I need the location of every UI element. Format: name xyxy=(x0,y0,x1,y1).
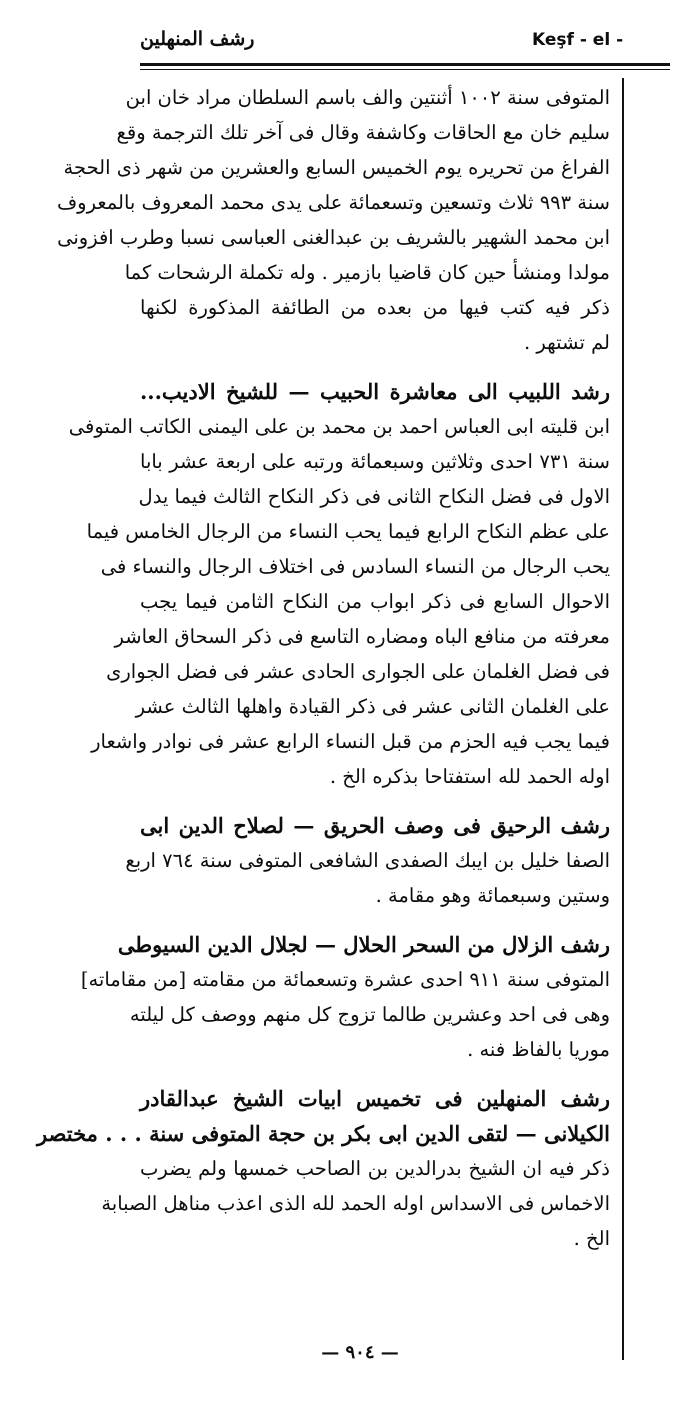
text-line: الاول فى فضل النكاح الثانى فى ذكر النكاح الثالث فيما يدل xyxy=(138,485,610,508)
text-line: فيما يجب فيه الحزم من قبل النساء الرابع عشر فى نوادر واشعار xyxy=(91,730,610,753)
header-rule-thick xyxy=(140,63,670,66)
text-line: ذكر فيه ان الشيخ بدرالدين بن الصاحب خمسها ولم يضرب xyxy=(140,1157,610,1180)
latin-keyword: Keşf - el - xyxy=(532,30,624,50)
entry-title-continued: الكيلانى — لتقى الدين ابى بكر بن حجة المتوفى سنة . . . مختصر xyxy=(36,1121,610,1146)
text-line: ابن قليته ابى العباس احمد بن محمد بن على اليمنى الكاتب المتوفى xyxy=(68,415,610,438)
text-line: المتوفى سنة ٩١١ احدى عشرة وتسعمائة من مقامته [من مقاماته] xyxy=(80,968,610,991)
text-line: المتوفى سنة ١٠٠٢ أثنتين والف باسم السلطان مراد خان ابن xyxy=(125,86,610,109)
text-line: الاخماس فى الاسداس اوله الحمد لله الذى اعذب مناهل الصبابة xyxy=(101,1192,610,1215)
entry-rashf-al-manhalayn xyxy=(36,1081,610,1256)
text-line: سنة ٧٣١ احدى وثلاثين وسبعمائة ورتبه على اربعة عشر بابا xyxy=(140,450,610,473)
text-line: ابن محمد الشهير بالشريف بن عبدالغنى العباسى نسبا وطرب افزونى xyxy=(57,226,610,249)
entry-rashf-al-rahiq xyxy=(125,808,610,913)
entry-rashf-al-zulal xyxy=(80,927,610,1067)
text-line: وهى فى احد وعشرين طالما تزوج كل منهم ووصف كل ليلته xyxy=(129,1003,610,1026)
entry-continuation xyxy=(56,80,610,360)
header-rule-thin xyxy=(140,69,670,70)
text-line: فى فضل الغلمان على الجوارى الحادى عشر فى فضل الجوارى xyxy=(106,660,610,683)
text-line: الفراغ من تحريره يوم الخميس السابع والعشرين من شهر ذى الحجة xyxy=(63,156,610,179)
page-number: — ٩٠٤ — xyxy=(321,1342,399,1363)
text-line: الصفا خليل بن ايبك الصفدى الشافعى المتوفى سنة ٧٦٤ اربع xyxy=(125,849,610,872)
entry-title: رشف المنهلين فى تخميس ابيات الشيخ عبدالقادر xyxy=(140,1086,610,1111)
text-line: الاحوال السابع فى ذكر ابواب من النكاح الثامن فيما يجب xyxy=(140,590,610,613)
text-line: ذكر فيه كتب فيها من بعده من الطائفة المذكورة لكنها xyxy=(140,296,610,319)
text-line: اوله الحمد لله استفتاحا بذكره الخ . xyxy=(329,765,610,788)
text-line: معرفته من منافع الباه ومضاره التاسع فى ذكر السحاق العاشر xyxy=(114,625,610,648)
entry-rushd-al-labib xyxy=(68,374,610,794)
text-line: على الغلمان الثانى عشر فى ذكر القيادة واهلها الثالث عشر xyxy=(135,695,610,718)
main-text xyxy=(36,80,610,1256)
entry-title: رشد اللبيب الى معاشرة الحبيب — للشيخ الاديب... xyxy=(140,379,610,404)
text-line: على عظم النكاح الرابع فيما يحب النساء من الرجال الخامس فيما xyxy=(86,520,610,543)
margin-vertical-rule xyxy=(622,78,624,1360)
running-title: رشف المنهلين xyxy=(140,28,255,50)
text-line: مولدا ومنشأ حين كان قاضيا بازمير . وله تكملة الرشحات كما xyxy=(124,261,610,284)
text-line: سنة ٩٩٣ ثلاث وتسعين وتسعمائة على يدى محمد المعروف بالمعروف xyxy=(56,191,610,214)
page-header xyxy=(140,24,670,60)
text-line: وستين وسبعمائة وهو مقامة . xyxy=(375,884,610,907)
entry-title: رشف الرحيق فى وصف الحريق — لصلاح الدين ابى xyxy=(140,813,610,838)
text-line: لم تشتهر . xyxy=(524,331,610,354)
text-line: الخ . xyxy=(573,1227,610,1250)
entry-title: رشف الزلال من السحر الحلال — لجلال الدين السيوطى xyxy=(117,932,610,957)
text-line: يحب الرجال من النساء السادس فى اختلاف الرجال والنساء فى xyxy=(100,555,610,578)
text-line: سليم خان مع الحاقات وكاشفة وقال فى آخر تلك الترجمة وقع xyxy=(116,121,610,144)
text-line: موريا بالفاظ فنه . xyxy=(467,1038,610,1061)
